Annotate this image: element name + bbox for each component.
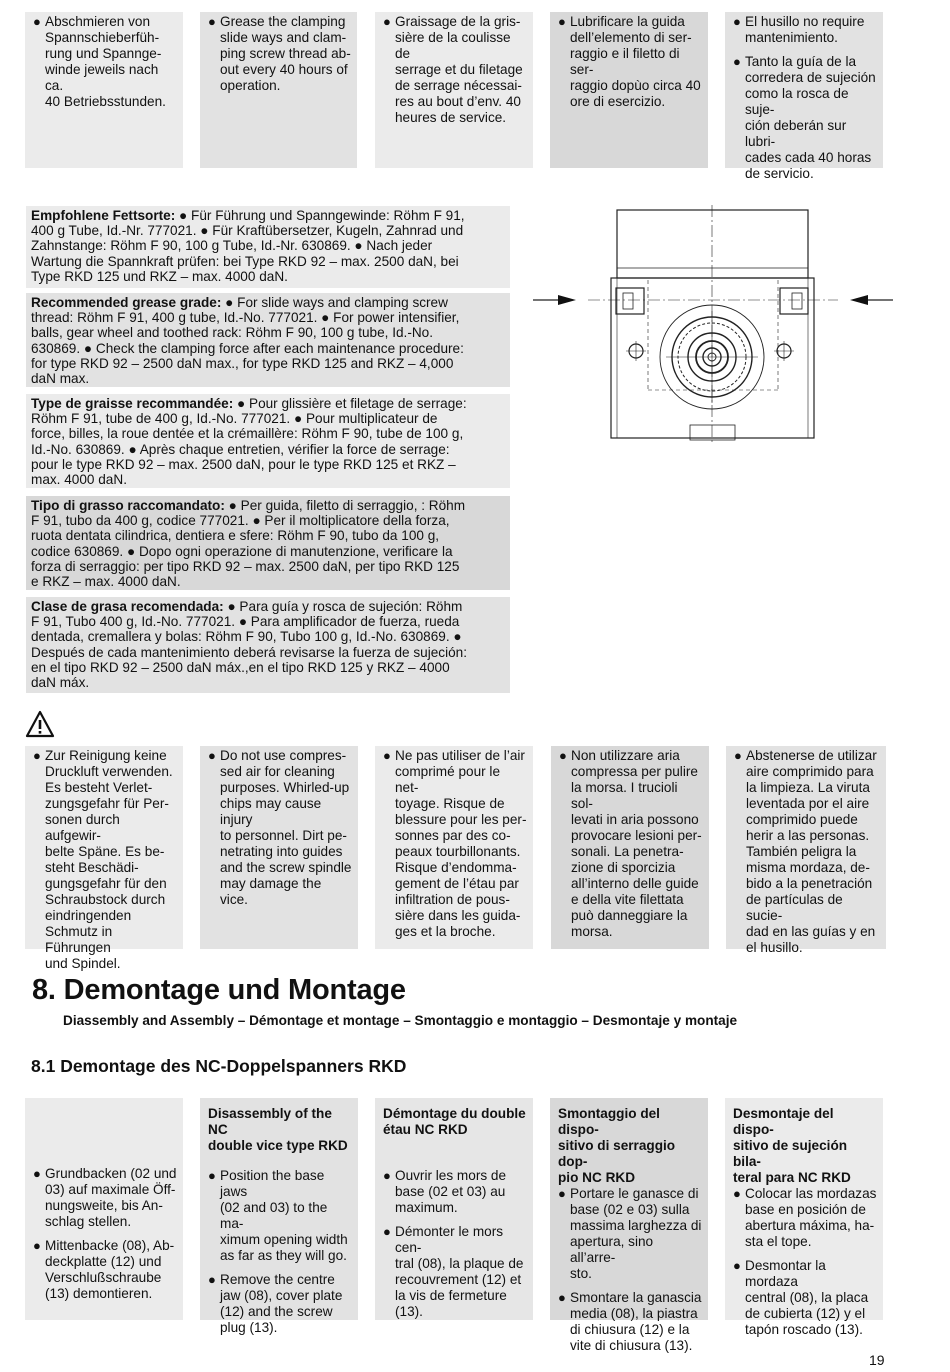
- bullet-icon: ●: [208, 748, 216, 763]
- maintenance-col-it: [550, 12, 708, 168]
- list-item: ● Desmontar la mordaza central (08), la placa de cubierta (12) y el tapón roscado (13).: [733, 1258, 869, 1337]
- maintenance-col-fr: [375, 12, 533, 168]
- bullet-icon: ●: [33, 14, 41, 29]
- column-heading: Smontaggio del dispo- sitivo di serraggio dop- pio NC RKD: [558, 1106, 676, 1185]
- bullet-icon: ●: [558, 14, 566, 29]
- section-title: 8. Demontage und Montage: [32, 974, 406, 1006]
- list-item: ● Non utilizzare aria compressa per pulire la morsa. I trucioli sol- levati in aria possono provocare lesioni per- sonali. La penetra- zione di sporcizia all’interno delle guide e della vite filettata può danneggiare la morsa.: [559, 748, 702, 939]
- disassembly-col-es: [725, 1098, 883, 1337]
- bullet-icon: ●: [208, 14, 216, 29]
- list-item: ● Smontare la ganascia media (08), la piastra di chiusura (12) e la vite di chiusura (13).: [558, 1290, 702, 1353]
- vice-top-view-drawing: [528, 200, 898, 450]
- list-item: ● Portare le ganasce di base (02 e 03) sulla massima larghezza di apertura, sino all’arre- sto.: [558, 1186, 702, 1281]
- list-item: ● Ne pas utiliser de l’air comprimé pour le net- toyage. Risque de blessure pour les per- sonnes par des co- peaux tourbillonants. Risque d’endomma- gement de l’étau par infiltration de pous- sière dans les guida- ges et la broche.: [383, 748, 527, 939]
- bullet-icon: ●: [208, 1272, 216, 1287]
- subsection-title: 8.1 Demontage des NC-Doppelspanners RKD: [31, 1056, 407, 1076]
- left-clamp-block: [616, 288, 644, 314]
- column-heading: Disassembly of the NC double vice type RKD: [208, 1106, 348, 1153]
- disassembly-col-de: [25, 1098, 183, 1320]
- list-item: ● Do not use compres- sed air for cleaning purposes. Whirled-up chips may cause injury to personnel. Dirt pe- netrating into guides and the screw spindle may damage the vice.: [208, 748, 352, 907]
- arrow-right-icon: [558, 295, 576, 305]
- grease-block-it: Tipo di grasso raccomandato: ● Per guida, filetto di serraggio, : Röhm F 91, tubo da 400 g, codice 777021. ● Per il moltiplicatore della forza, ruota dentata cilindrica, dentiera e sfere: Röhm F 90, tubo da 100 g, codice 630869. ● Dopo ogni operazione di manutenzione, verificare la forza di serraggio: per tipo RKD 92 – max. 2500 daN, per tipo RKD 125 e RKZ – max. 4000 daN.: [26, 496, 510, 590]
- grease-block-de: Empfohlene Fettsorte: ● Für Führung und Spanngewinde: Röhm F 91, 400 g Tube, Id.-Nr. 777021. ● Für Kraftübersetzer, Kugeln, Zahnrad und Zahnstange: Röhm F 90, 100 g Tube, Id.-Nr. 630869. ● Nach jeder Wartung die Spannkraft prüfen: bei Type RKD 92 – max. 2500 daN, bei Type RKD 125 und RKZ – max. 4000 daN.: [26, 206, 510, 288]
- bullet-icon: ●: [383, 1168, 391, 1183]
- bullet-icon: ●: [734, 748, 742, 763]
- bullet-icon: ●: [559, 748, 567, 763]
- warning-col-fr: [375, 746, 533, 949]
- list-item: ● Remove the centre jaw (08), cover plate (12) and the screw plug (13).: [208, 1272, 343, 1335]
- disassembly-col-en: [200, 1098, 358, 1335]
- list-item: ● Zur Reinigung keine Druckluft verwenden. Es besteht Verlet- zungsgefahr für Per- sonen durch aufgewir- belte Späne. Es be- steht Beschädi- gungsgefahr für den Schraubstock durch eindringenden Schmutz in Führungen und Spindel.: [33, 748, 173, 971]
- list-item: ● Lubrificare la guida dell’elemento di ser- raggio e il filetto di ser- raggio dopùo circa 40 ore di esercizio.: [558, 14, 701, 109]
- warning-col-es: [726, 746, 886, 955]
- list-item: ● Abschmieren von Spannschieberfüh- rung und Spannge- winde jeweils nach ca. 40 Betriebsstunden.: [33, 14, 166, 109]
- right-clamp-block: [780, 288, 808, 314]
- disassembly-col-fr: [375, 1098, 533, 1320]
- bullet-icon: ●: [558, 1290, 566, 1305]
- grease-block-es: Clase de grasa recomendada: ● Para guía y rosca de sujeción: Röhm F 91, Tubo 400 g, Id.-No. 777021. ● Para amplificador de fuerza, rueda dentada, cremallera y bolas: Röhm F 90, Tubo 100 g, Id.-No. 630869. ● Después de cada mantenimiento deberá revisarse la fuerza de sujeción: en el tipo RKD 92 – 2500 daN máx.,en el tipo RKD 125 y RKZ – 4000 daN máx.: [26, 597, 510, 693]
- maintenance-col-de: [25, 12, 183, 168]
- bullet-icon: ●: [383, 1224, 391, 1239]
- bullet-icon: ●: [733, 14, 741, 29]
- warning-col-en: [200, 746, 358, 949]
- list-item: ● Graissage de la gris- sière de la coulisse de serrage et du filetage de serrage nécessai- res au bout d’env. 40 heures de service.: [383, 14, 523, 125]
- bullet-icon: ●: [558, 1186, 566, 1201]
- bullet-icon: ●: [33, 1238, 41, 1253]
- list-item: ● Position the base jaws (02 and 03) to the ma- ximum opening width as far as they will go.: [208, 1168, 348, 1263]
- bullet-icon: ●: [733, 1186, 741, 1201]
- maintenance-col-en: [200, 12, 357, 168]
- list-item: ● Ouvrir les mors de base (02 et 03) au maximum.: [383, 1168, 507, 1215]
- list-item: ● Démonter le mors cen- tral (08), la plaque de recouvrement (12) et la vis de fermeture (13).: [383, 1224, 524, 1319]
- column-heading: Desmontaje del dispo- sitivo de sujeción bila- teral para NC RKD: [733, 1106, 851, 1185]
- list-item: ● Colocar las mordazas base en posición de abertura máxima, ha- sta el tope.: [733, 1186, 877, 1249]
- bullet-icon: ●: [33, 748, 41, 763]
- disassembly-col-it: [550, 1098, 708, 1353]
- maintenance-col-es: [725, 12, 883, 181]
- list-item: ● Grundbacken (02 und 03) auf maximale Öff- nungsweite, bis An- schlag stellen.: [33, 1166, 177, 1229]
- grease-block-en: Recommended grease grade: ● For slide ways and clamping screw thread: Röhm F 91, 400 g tube, Id.-No. 777021. ● For power intensifier, balls, gear wheel and toothed rack: Röhm F 90, 100 g tube, Id.-No. 630869. ● Check the clamping force after each maintenance procedure: for type RKD 92 – 2500 daN max., for type RKD 125 and RKZ – 4,000 daN max.: [26, 293, 510, 387]
- list-item: ● Grease the clamping slide ways and clam- ping screw thread ab- out every 40 hours of operation.: [208, 14, 351, 93]
- warning-icon: [25, 710, 55, 738]
- bullet-icon: ●: [208, 1168, 216, 1183]
- arrow-left-icon: [850, 295, 868, 305]
- bullet-icon: ●: [383, 748, 391, 763]
- list-item: ● Tanto la guía de la corredera de sujeción como la rosca de suje- ción deberán sur lubri- cades cada 40 horas de servicio.: [733, 54, 876, 181]
- grease-block-fr: Type de graisse recommandée: ● Pour glissière et filetage de serrage: Röhm F 91, tube de 400 g, Id.-No. 777021. ● Pour multiplicateur de force, billes, la roue dentée et la crémaillère: Röhm F 90, tube de 100 g, Id.-No. 630869. ● Après chaque entretien, vérifier la force de serrage: pour le type RKD 92 – max. 2500 daN, pour le type RKD 125 et RKZ – max. 4000 daN.: [26, 394, 510, 488]
- list-item: ● Mittenbacke (08), Ab- deckplatte (12) und Verschlußschraube (13) demontieren.: [33, 1238, 175, 1301]
- warning-col-it: [551, 746, 709, 949]
- section-subtitle: Diassembly and Assembly – Démontage et montage – Smontaggio e montaggio – Desmontaje y montaje: [63, 1013, 738, 1028]
- warning-col-de: [25, 746, 183, 971]
- list-item: ● El husillo no require mantenimiento.: [733, 14, 865, 45]
- bullet-icon: ●: [33, 1166, 41, 1181]
- column-heading: Démontage du double étau NC RKD: [383, 1106, 526, 1137]
- bullet-icon: ●: [733, 1258, 741, 1273]
- bullet-icon: ●: [733, 54, 741, 69]
- bullet-icon: ●: [383, 14, 391, 29]
- list-item: ● Abstenerse de utilizar aire comprimido para la limpieza. La viruta leventada por el aire comprimido puede herir a las personas. También peligra la misma mordaza, de- bido a la penetración de partículas de sucie- dad en las guías y en el husillo.: [734, 748, 877, 955]
- page-number: 19: [869, 1352, 885, 1368]
- column-heading: [33, 1104, 177, 1166]
